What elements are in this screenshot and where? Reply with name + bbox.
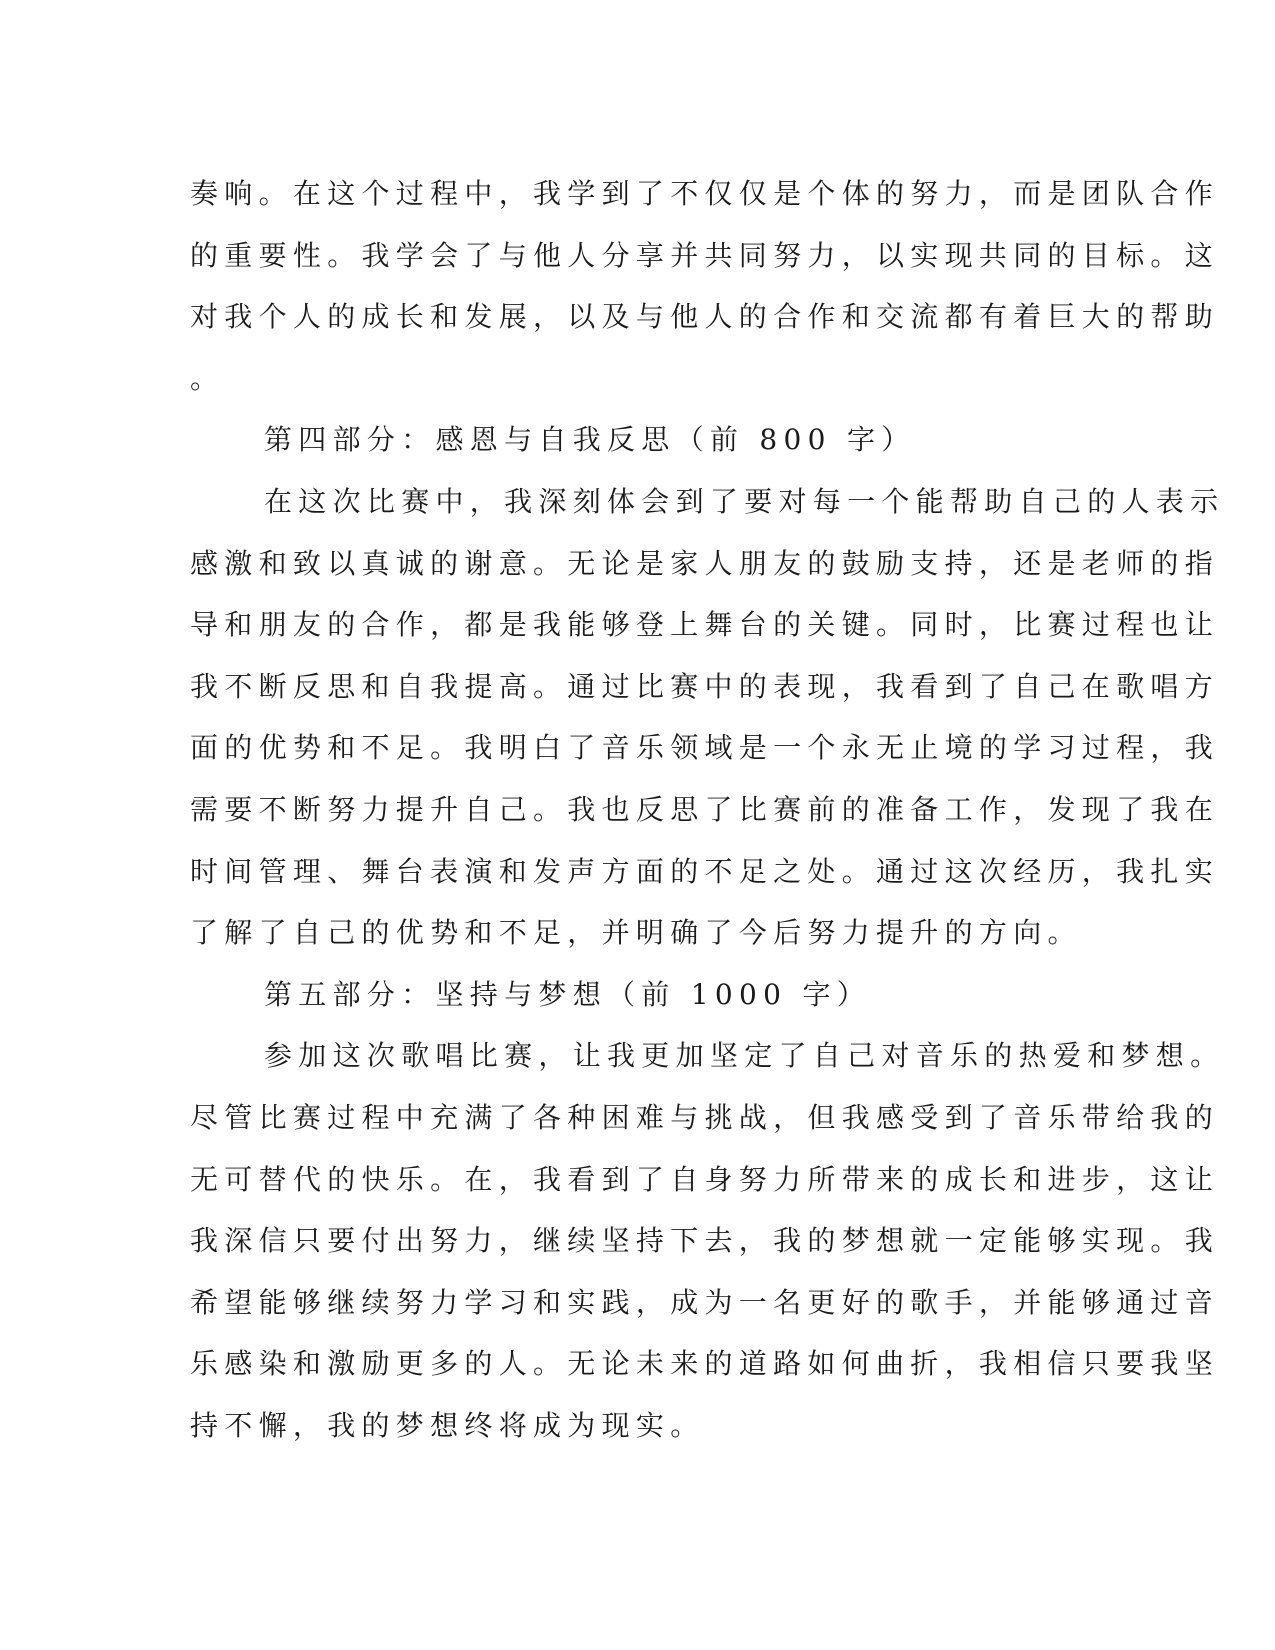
text-line: 导和朋友的合作，都是我能够登上舞台的关键。同时，比赛过程也让 [190, 608, 1220, 642]
text-line: 在这次比赛中，我深刻体会到了要对每一个能帮助自己的人表示 [264, 484, 1225, 518]
section-five-paragraph [190, 1025, 1225, 1456]
section-four-paragraph [190, 471, 1225, 964]
text-line: 。 [190, 361, 225, 395]
document-body [190, 163, 1225, 1456]
text-line: 奏响。在这个过程中，我学到了不仅仅是个体的努力，而是团队合作 [190, 177, 1220, 210]
text-line: 尽管比赛过程中充满了各种困难与挑战，但我感受到了音乐带给我的 [190, 1100, 1220, 1134]
intro-paragraph [190, 163, 1220, 409]
text-line: 参加这次歌唱比赛，让我更加坚定了自己对音乐的热爱和梦想。 [264, 1039, 1225, 1073]
text-line: 对我个人的成长和发展，以及与他人的合作和交流都有着巨大的帮助 [190, 300, 1220, 334]
text-line: 了解了自己的优势和不足，并明确了今后努力提升的方向。 [190, 916, 1082, 950]
text-line: 需要不断努力提升自己。我也反思了比赛前的准备工作，发现了我在 [190, 792, 1220, 826]
text-line: 感激和致以真诚的谢意。无论是家人朋友的鼓励支持，还是老师的指 [190, 546, 1220, 580]
section-five-heading: 第五部分：坚持与梦想（前 1000 字） [264, 977, 872, 1011]
text-line: 我深信只要付出努力，继续坚持下去，我的梦想就一定能够实现。我 [190, 1224, 1220, 1258]
text-line: 面的优势和不足。我明白了音乐领域是一个永无止境的学习过程，我 [190, 731, 1220, 765]
text-line: 的重要性。我学会了与他人分享并共同努力，以实现共同的目标。这 [190, 238, 1220, 272]
section-four-heading: 第四部分：感恩与自我反思（前 800 字） [264, 423, 916, 457]
text-line: 无可替代的快乐。在，我看到了自身努力所带来的成长和进步，这让 [190, 1162, 1220, 1196]
text-line: 我不断反思和自我提高。通过比赛中的表现，我看到了自己在歌唱方 [190, 669, 1220, 703]
text-line: 持不懈，我的梦想终将成为现实。 [190, 1408, 705, 1442]
text-line: 希望能够继续努力学习和实践，成为一名更好的歌手，并能够通过音 [190, 1285, 1220, 1319]
text-line: 时间管理、舞台表演和发声方面的不足之处。通过这次经历，我扎实 [190, 854, 1220, 888]
text-line: 乐感染和激励更多的人。无论未来的道路如何曲折，我相信只要我坚 [190, 1347, 1220, 1381]
